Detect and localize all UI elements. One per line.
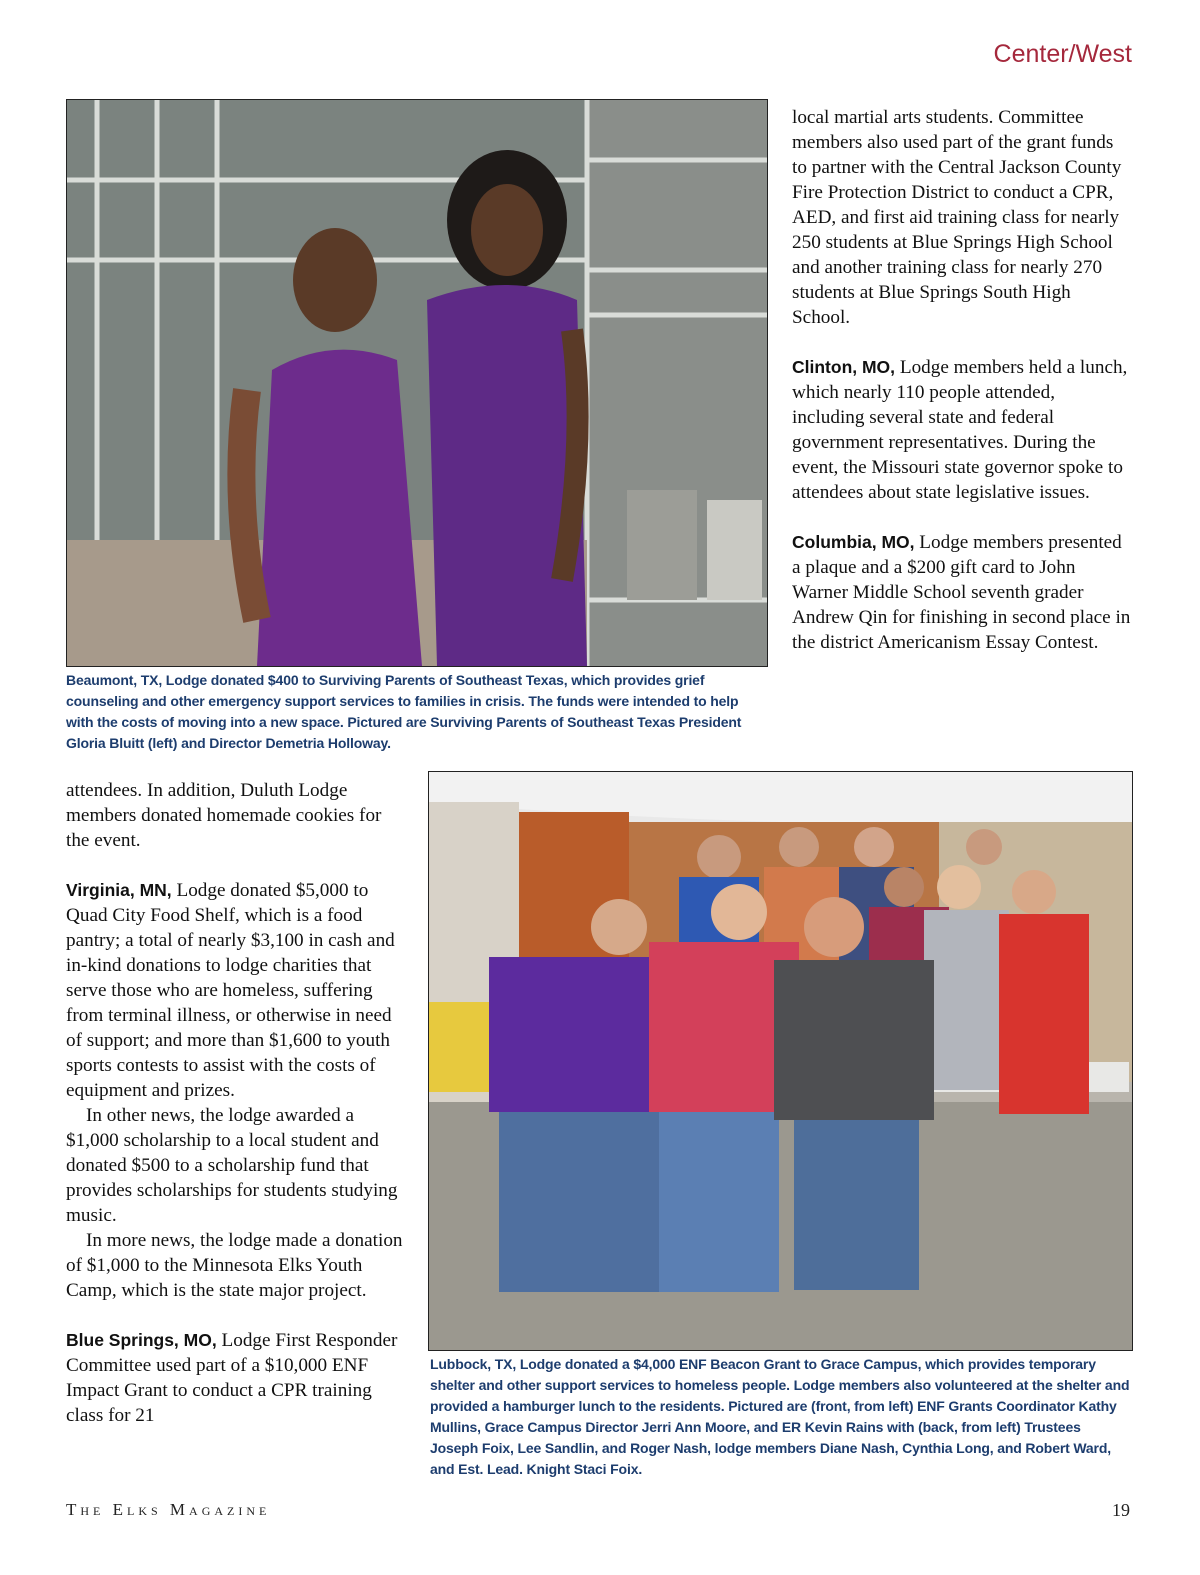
beaumont-caption (66, 670, 768, 754)
place-name: Blue Springs, MO, (66, 1330, 217, 1350)
place-name: Virginia, MN, (66, 880, 172, 900)
place-name: Clinton, MO, (792, 357, 896, 377)
caption-place: Lubbock, TX, (430, 1356, 517, 1372)
caption-text: Lodge donated a $4,000 ENF Beacon Grant to Grace Campus, which provides temporary shelter and other support services to homeless people. Lodge members also volunteered at the shelter and provided a hamburger lunch to the residents. Pictured are (front, from left) ENF Grants Coordinator Kathy Mullins, Grace Campus Director Jerri Ann Moore, and ER Kevin Rains with (back, from left) Trustees Joseph Foix, Lee Sandlin, and Roger Nash, lodge members Diane Nash, Cynthia Long, and Robert Ward, and Est. Lead. Knight Staci Foix. (430, 1356, 1130, 1477)
paragraph: In other news, the lodge awarded a $1,000 scholarship to a local student and donated $500 to a scholarship fund that provides scholarships for students studying music. (66, 1105, 398, 1226)
magazine-title: The Elks Magazine (66, 1500, 271, 1519)
left-column (66, 778, 408, 1453)
paragraph-text: Lodge members presented a plaque and a $200 gift card to John Warner Middle School seventh grader Andrew Qin for finishing in second place in the district Americanism Essay Contest. (792, 532, 1131, 653)
paragraph-text: Lodge members held a lunch, which nearly 110 people attended, including several state and federal government representatives. During the event, the Missouri state governor spoke to attendees about state legislative issues. (792, 357, 1128, 503)
paragraph: attendees. In addition, Duluth Lodge members donated homemade cookies for the event. (66, 780, 382, 851)
paragraph-text: Lodge First Responder Committee used part of a $10,000 ENF Impact Grant to conduct a CPR training class for 21 (66, 1330, 398, 1426)
section-label: Center/West (993, 40, 1132, 68)
page-number: 19 (1112, 1500, 1130, 1520)
place-name: Columbia, MO, (792, 532, 915, 552)
right-column (792, 105, 1132, 680)
paragraph (792, 355, 1132, 505)
lubbock-photo (428, 771, 1133, 1351)
caption-text: Lodge donated $400 to Surviving Parents of Southeast Texas, which provides grief counseling and other emergency support services to families in crisis. The funds were intended to help with the costs of moving into a new space. Pictured are Surviving Parents of Southeast Texas President Gloria Bluitt (left) and Director Demetria Holloway. (66, 672, 742, 751)
beaumont-photo (66, 99, 768, 667)
paragraph (792, 530, 1132, 655)
caption-place: Beaumont, TX, (66, 672, 163, 688)
paragraph (66, 1328, 408, 1428)
paragraph: local martial arts students. Committee members also used part of the grant funds to partner with the Central Jackson County Fire Protection District to conduct a CPR, AED, and first aid training class for nearly 250 students at Blue Springs High School and another training class for nearly 270 students at Blue Springs South High School. (792, 107, 1122, 328)
paragraph-text: Lodge donated $5,000 to Quad City Food Shelf, which is a food pantry; a total of nearly $3,100 in cash and in-kind donations to lodge charities that serve those who are homeless, suffering from terminal illness, or otherwise in need of support; and more than $1,600 to youth sports contests to assist with the costs of equipment and prizes. (66, 880, 395, 1101)
paragraph: In more news, the lodge made a donation of $1,000 to the Minnesota Elks Youth Camp, which is the state major project. (66, 1230, 403, 1301)
lubbock-caption (430, 1354, 1132, 1480)
paragraph (66, 878, 408, 1103)
